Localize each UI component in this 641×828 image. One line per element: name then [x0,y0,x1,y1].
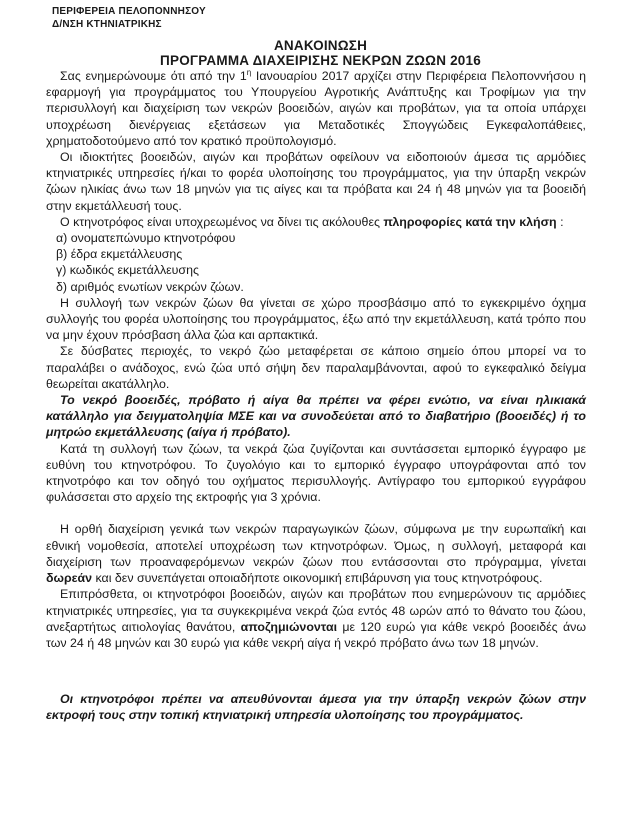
info-bold: πληροφορίες κατά την κλήση [383,214,557,229]
comp-text-c: με 120 ευρώ για κάθε νεκρό βοοειδές άνω των 24 ή 48 μηνών και 30 ευρώ για κάθε νεκρή αίγα ή νεκρό πρόβατο άνω των 18 μηνών. [46,619,586,650]
info-text-a: Ο κτηνοτρόφος είναι υποχρεωμένος να δίνει τις ακόλουθες [60,214,384,229]
paragraph-free-of-charge [46,521,586,586]
list-item: α) ονοματεπώνυμο κτηνοτρόφου [56,231,236,246]
info-list [46,230,586,295]
list-item: γ) κωδικός εκμετάλλευσης [56,263,199,278]
paragraph-owners-duty: Οι ιδιοκτήτες βοοειδών, αιγών και προβάτων οφείλουν να ειδοποιούν άμεσα τις αρμόδιες κτηνιατρικές υπηρεσίες ή/και το φορέα υλοποίησης του προγράμματος, για την ύπαρξη νεκρών ζώων ηλικίας άνω των 18 μηνών για τις αίγες και τα πρόβατα και 24 ή 48 μηνών για τα βοοειδή στην εκμετάλλευσή τους. [46,150,586,213]
paragraph-difficult-areas: Σε δύσβατες περιοχές, το νεκρό ζώο μεταφέρεται σε κάποιο σημείο όπου μπορεί να το παραλάβει ο ανάδοχος, ενώ ζώα υπό σήψη δεν παραλαμβάνονται, αφού το εγκεφαλικό δείγμα θεωρείται ακατάλληλο. [46,344,586,391]
program-title: ΠΡΟΓΡΑΜΜΑ ΔΙΑΧΕΙΡΙΣΗΣ ΝΕΚΡΩΝ ΖΩΩΝ 2016 [160,53,481,68]
paragraph-intro-text-a: Σας ενημερώνουμε ότι από την 1 [60,69,247,83]
paragraph-intro [46,68,586,149]
paragraph-collection-site: Η συλλογή των νεκρών ζώων θα γίνεται σε χώρο προσβάσιμο από το εγκεκριμένο όχημα συλλογής του φορέα υλοποίησης του προγράμματος, έξω από την εκμετάλλευση, κατά τρόπο που να μην έχουν πρόσβαση άλλα ζώα και αρπακτικά. [46,295,586,343]
paragraph-weighing: Κατά τη συλλογή των ζώων, τα νεκρά ζώα ζυγίζονται και συντάσσεται εμπορικό έγγραφο με ευθύνη του κτηνοτρόφου. Το ζυγολόγιο και το εμπορικό έγγραφο υπογράφονται από τον κτηνοτρόφο και τον οδηγό του οχήματος περισυλλογής. Αντίγραφο του εμπορικού εγγράφου φυλάσσεται στο αρχείο της εκτροφής για 3 χρόνια. [46,441,586,505]
free-text-a: Η ορθή διαχείριση γενικά των νεκρών παραγωγικών ζώων, σύμφωνα με την ευρωπαϊκή και εθνική νομοθεσία, αποτελεί υποχρέωση των κτηνοτρόφων. Όμως, η συλλογή, μεταφορά και διαχείριση των προαναφερόμενων νεκρών ζώων που εντάσσονται στο πρόγραμμα, γίνεται [46,522,586,569]
announcement-heading: ΑΝΑΚΟΙΝΩΣΗ [273,38,368,53]
free-bold: δωρεάν [46,571,93,586]
superscript: η [246,67,252,77]
paragraph-intro-text-b: Ιανουαρίου 2017 αρχίζει στην Περιφέρεια Πελοποννήσου η εφαρμογή για προγράμματος του Υπουργείου Αγροτικής Ανάπτυξης και Τροφίμων για την περισυλλογή και διαχείριση των νεκρών βοοειδών, αιγών και προβάτων, για τα οποία υπάρχει υποχρέωση διενέργειας εξετάσεων για Μεταδοτικές Σπογγώδεις Εγκεφαλοπάθειες, χρηματοδοτούμενο από τον κρατικό προϋπολογισμό. [46,69,586,148]
org-region: ΠΕΡΙΦΕΡΕΙΑ ΠΕΛΟΠΟΝΝΗΣΟΥ [52,6,206,17]
info-text-c: : [556,214,564,229]
paragraph-compensation [46,586,586,651]
free-text-c: και δεν συνεπάγεται οποιαδήποτε οικονομική επιβάρυνση για τους κτηνοτρόφους. [92,571,543,586]
list-item: δ) αριθμός ενωτίων νεκρών ζώων. [56,279,244,294]
spacer [46,651,586,675]
paragraph-closing-notice: Οι κτηνοτρόφοι πρέπει να απευθύνονται άμεσα για την ύπαρξη νεκρών ζώων στην εκτροφή τους στην τοπική κτηνιατρική υπηρεσία υλοποίησης του προγράμματος. [46,692,586,723]
list-item: β) έδρα εκμετάλλευσης [56,247,183,262]
comp-text-a: Επιπρόσθετα, οι κτηνοτρόφοι βοοειδών, αιγών και προβάτων που ενημερώνουν τις αρμόδιες κτηνιατρικές υπηρεσίες, για τα συγκεκριμένα νεκρά ζώα εντός 48 ωρών από το θάνατο του ζώου, ανεξαρτήτως αιτιολογίας θανάτου, [46,587,586,634]
announcement-body [46,68,586,724]
spacer [46,675,586,691]
paragraph-info-required [46,214,586,230]
org-directorate: Δ/ΝΣΗ ΚΤΗΝΙΑΤΡΙΚΗΣ [52,19,162,30]
comp-bold: αποζημιώνονται [240,619,338,634]
spacer [46,505,586,521]
paragraph-requirements: Το νεκρό βοοειδές, πρόβατο ή αίγα θα πρέπει να φέρει ενώτιο, να είναι ηλικιακά κατάλληλο για δειγματοληψία ΜΣΕ και να συνοδεύεται από το διαβατήριο (βοοειδές) ή το μητρώο εκμετάλλευσης (αίγα ή πρόβατο). [46,393,586,440]
